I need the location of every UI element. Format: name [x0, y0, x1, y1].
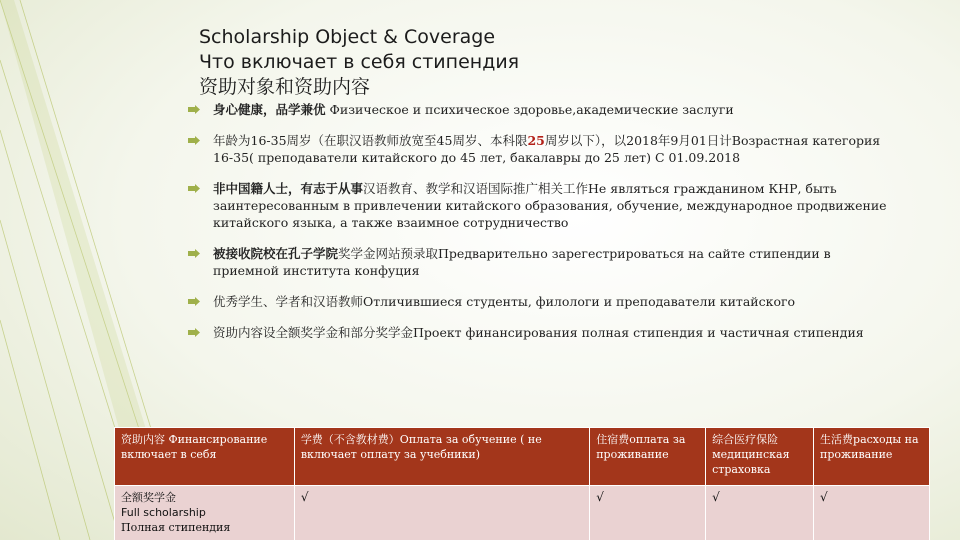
- header-cell: 住宿费оплата за проживание: [590, 428, 706, 486]
- title-chinese: 资助对象和资助内容: [199, 76, 371, 98]
- check-cell: √: [706, 486, 814, 540]
- table-row: [115, 486, 930, 540]
- table-header-row: [115, 428, 930, 486]
- list-item: [188, 324, 888, 341]
- header-cell: 综合医疗保险 медицинская страховка: [706, 428, 814, 486]
- bullet-ru: Проект финансирования полная стипендия и частичная стипендия: [413, 325, 864, 340]
- title-russian: Что включает в себя стипендия: [199, 51, 520, 73]
- list-item: [188, 293, 888, 310]
- row-label-cell: [115, 486, 295, 540]
- bullet-zh: 被接收院校在孔子学院: [213, 246, 339, 261]
- check-cell: √: [294, 486, 589, 540]
- bullet-ru: Возрастная категория 16-35( преподаватели китайского до 45 лет, бакалавры до 25 лет) С 01.09.2018: [213, 133, 881, 165]
- arrow-bullet-icon: [188, 136, 200, 145]
- bullet-zh: 身心健康，品学兼优: [213, 102, 326, 117]
- list-item: [188, 245, 888, 279]
- bullet-zh-cont: 汉语教育、教学和汉语国际推广相关工作: [363, 181, 589, 196]
- coverage-table: [114, 427, 930, 540]
- bullet-zh: 资助内容设全额奖学金和部分奖学金: [213, 325, 414, 340]
- check-cell: √: [590, 486, 706, 540]
- slide-title: [199, 25, 519, 100]
- bullet-zh: 年龄为16-35周岁（在职汉语教师放宽至45周岁、本科限: [213, 133, 528, 148]
- criteria-list: [188, 101, 888, 355]
- bullet-zh-cont: 周岁以下），以2018年9月01日计: [544, 133, 732, 148]
- arrow-bullet-icon: [188, 249, 200, 258]
- row-label-zh: 全额奖学金: [121, 491, 176, 504]
- list-item: [188, 180, 888, 231]
- row-label-en: Full scholarship: [121, 506, 206, 519]
- arrow-bullet-icon: [188, 184, 200, 193]
- bullet-zh-cont: 奖学金网站预录取: [338, 246, 439, 261]
- check-cell: √: [814, 486, 930, 540]
- list-item: [188, 132, 888, 166]
- bullet-ru: Физическое и психическое здоровье,академические заслуги: [325, 102, 734, 117]
- header-cell: 生活费расходы на проживание: [814, 428, 930, 486]
- arrow-bullet-icon: [188, 328, 200, 337]
- bullet-ru: Не являться гражданином КНР, быть заинтересованным в привлечении китайского образования, обучение, международное продвижение китайского языка, а также взаимное сотрудничество: [213, 181, 887, 230]
- bullet-zh: 非中国籍人士，有志于从事: [213, 181, 364, 196]
- list-item: [188, 101, 888, 118]
- row-label-ru: Полная стипендия: [121, 521, 231, 534]
- arrow-bullet-icon: [188, 297, 200, 306]
- title-english: Scholarship Object & Coverage: [199, 26, 496, 48]
- bullet-ru: Отличившиеся студенты, филологи и преподаватели китайского: [363, 294, 796, 309]
- bullet-highlight: 25: [527, 133, 545, 148]
- header-cell: 资助内容 Финансирование включает в себя: [115, 428, 295, 486]
- header-cell: 学费（不含教材费）Оплата за обучение ( не включает оплату за учебники): [294, 428, 589, 486]
- arrow-bullet-icon: [188, 105, 200, 114]
- bullet-zh: 优秀学生、学者和汉语教师: [213, 294, 364, 309]
- bullet-ru: Предварительно зарегестрироваться на сайте стипендии в приемной института конфуция: [213, 246, 831, 278]
